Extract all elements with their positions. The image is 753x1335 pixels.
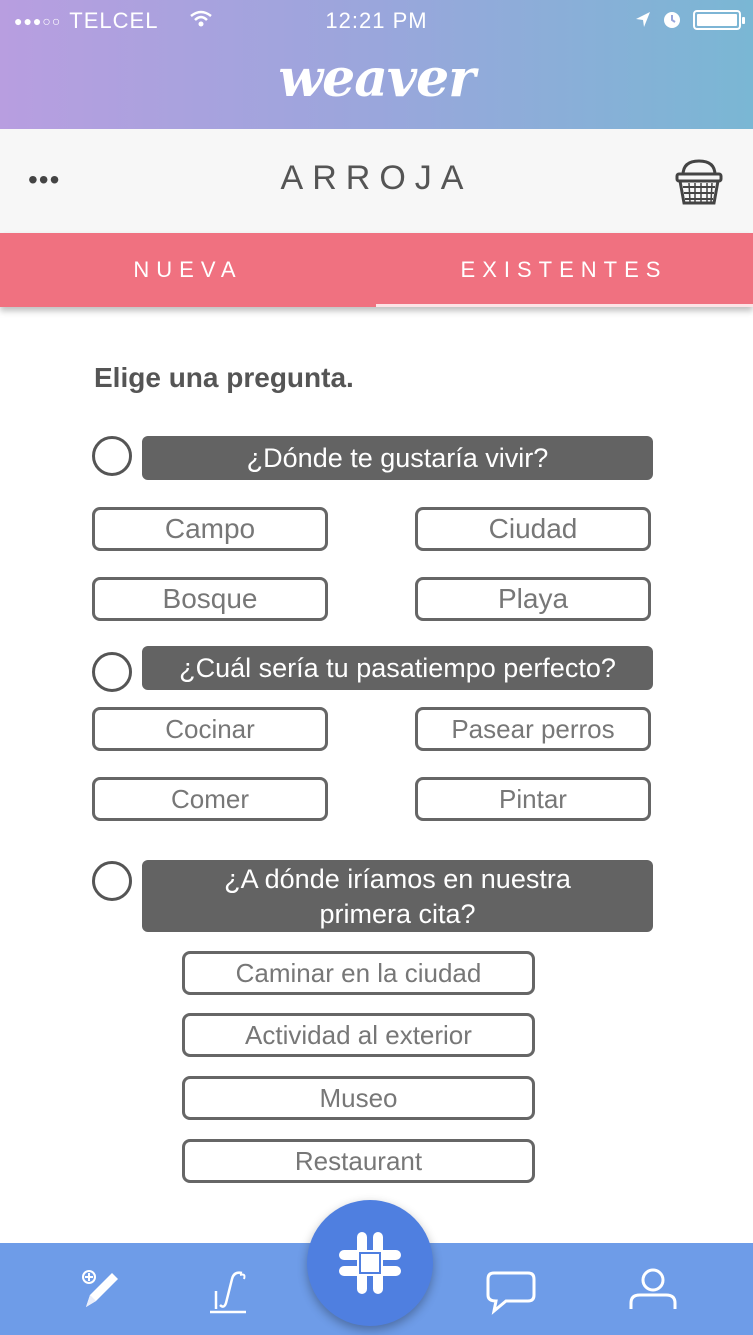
option-museo[interactable]: Museo	[182, 1076, 535, 1120]
option-restaurant[interactable]: Restaurant	[182, 1139, 535, 1183]
question-3-line-1: ¿A dónde iríamos en nuestra	[224, 864, 571, 894]
question-1-radio[interactable]	[92, 436, 132, 476]
chat-icon[interactable]	[486, 1265, 536, 1315]
question-3-line-2: primera cita?	[319, 899, 476, 929]
battery-icon	[693, 10, 741, 30]
status-bar	[0, 0, 753, 40]
status-right	[635, 10, 741, 30]
question-1[interactable]: ¿Dónde te gustaría vivir?	[142, 436, 653, 480]
location-arrow-icon	[635, 11, 651, 29]
user-icon[interactable]	[628, 1265, 678, 1315]
option-comer[interactable]: Comer	[92, 777, 328, 821]
option-campo[interactable]: Campo	[92, 507, 328, 551]
alarm-icon	[663, 11, 681, 29]
status-time: 12:21 PM	[325, 8, 428, 33]
pencil-icon[interactable]	[76, 1265, 126, 1315]
option-actividad-exterior[interactable]: Actividad al exterior	[182, 1013, 535, 1057]
center-action-button[interactable]	[307, 1200, 433, 1326]
nav-bar	[0, 129, 753, 233]
option-caminar-ciudad[interactable]: Caminar en la ciudad	[182, 951, 535, 995]
question-3-radio[interactable]	[92, 861, 132, 901]
option-cocinar[interactable]: Cocinar	[92, 707, 328, 751]
prompt-heading: Elige una pregunta.	[94, 362, 354, 393]
question-3[interactable]	[142, 860, 653, 932]
option-bosque[interactable]: Bosque	[92, 577, 328, 621]
option-playa[interactable]: Playa	[415, 577, 651, 621]
hook-icon[interactable]	[204, 1265, 254, 1315]
question-2[interactable]: ¿Cuál sería tu pasatiempo perfecto?	[142, 646, 653, 690]
tab-bar	[0, 233, 753, 307]
tab-active-indicator	[376, 304, 753, 307]
app-logo: weaver	[278, 48, 475, 109]
hash-icon	[335, 1228, 405, 1298]
option-pasear-perros[interactable]: Pasear perros	[415, 707, 651, 751]
option-ciudad[interactable]: Ciudad	[415, 507, 651, 551]
question-2-radio[interactable]	[92, 652, 132, 692]
option-pintar[interactable]: Pintar	[415, 777, 651, 821]
carrier-name: TELCEL	[69, 8, 159, 33]
tab-nueva[interactable]: NUEVA	[133, 257, 243, 282]
signal-indicator: ●●●○○	[14, 13, 62, 29]
more-options-button[interactable]: •••	[28, 164, 61, 195]
basket-icon[interactable]	[675, 157, 723, 207]
page-title: ARROJA	[280, 159, 473, 197]
tab-existentes[interactable]: EXISTENTES	[460, 257, 668, 282]
